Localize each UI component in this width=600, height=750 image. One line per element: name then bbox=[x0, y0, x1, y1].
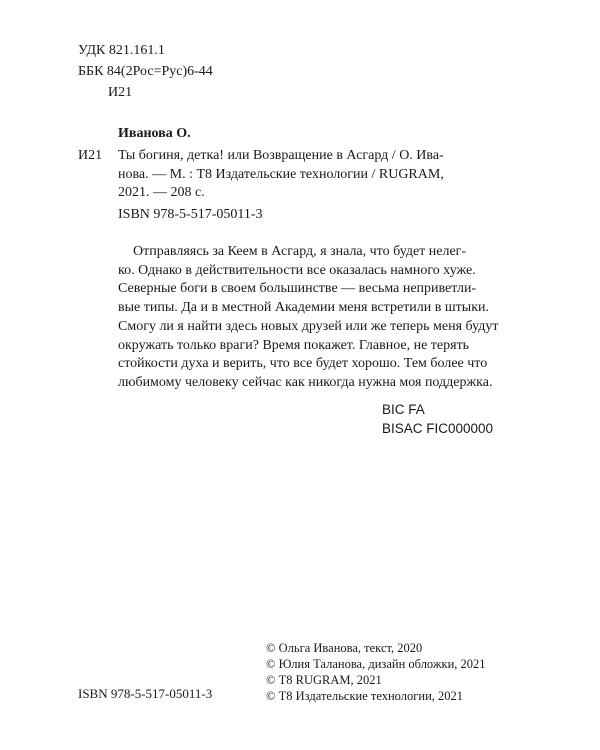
cutter-code: И21 bbox=[78, 148, 103, 163]
annotation bbox=[118, 243, 528, 393]
annotation-line: окружать только враги? Время покажет. Главное, не терять bbox=[118, 337, 470, 353]
copyright-line: © Т8 Издательские технологии, 2021 bbox=[266, 689, 464, 703]
annotation-line: Смогу ли я найти здесь новых друзей или же теперь меня будут bbox=[118, 318, 499, 334]
udk-code: УДК 821.161.1 bbox=[78, 43, 165, 58]
annotation-line: Северные боги в своем большинстве — весьма неприветли- bbox=[118, 281, 477, 297]
bib-line: нова. — М. : Т8 Издательские технологии / RUGRAM, bbox=[118, 166, 444, 182]
bib-line: 2021. — 208 с. bbox=[118, 185, 205, 200]
author-sign: И21 bbox=[108, 85, 133, 100]
bbk-code: ББК 84(2Рос=Рус)6-44 bbox=[78, 64, 213, 79]
subject-codes bbox=[382, 400, 493, 438]
copyright-line: © Т8 RUGRAM, 2021 bbox=[266, 673, 382, 687]
annotation-line: ко. Однако в действительности все оказалась намного хуже. bbox=[118, 262, 476, 278]
copyright-line: © Ольга Иванова, текст, 2020 bbox=[266, 641, 423, 655]
bisac-code: BISAC FIC000000 bbox=[382, 421, 494, 436]
annotation-line: вые типы. Да и в местной Академии меня встретили в штыки. bbox=[118, 300, 489, 316]
annotation-line: стойкости духа и верить, что все будет хорошо. Тем более что bbox=[118, 356, 488, 372]
annotation-line: любимому человеку сейчас как никогда нужна моя поддержка. bbox=[118, 374, 493, 390]
bic-code: BIC FA bbox=[382, 402, 425, 417]
author-name: Иванова О. bbox=[118, 126, 191, 141]
copyright-line: © Юлия Таланова, дизайн обложки, 2021 bbox=[266, 657, 486, 671]
footer-isbn: ISBN 978-5-517-05011-3 bbox=[78, 686, 213, 701]
classification-block bbox=[78, 40, 213, 103]
bib-line: Ты богиня, детка! или Возвращение в Асгард / О. Ива- bbox=[118, 148, 444, 163]
copyright-notices bbox=[266, 640, 486, 704]
bibliographic-description bbox=[118, 147, 528, 203]
isbn: ISBN 978-5-517-05011-3 bbox=[118, 207, 263, 222]
annotation-line: Отправляясь за Кеем в Асгард, я знала, что будет нелег- bbox=[133, 244, 467, 259]
